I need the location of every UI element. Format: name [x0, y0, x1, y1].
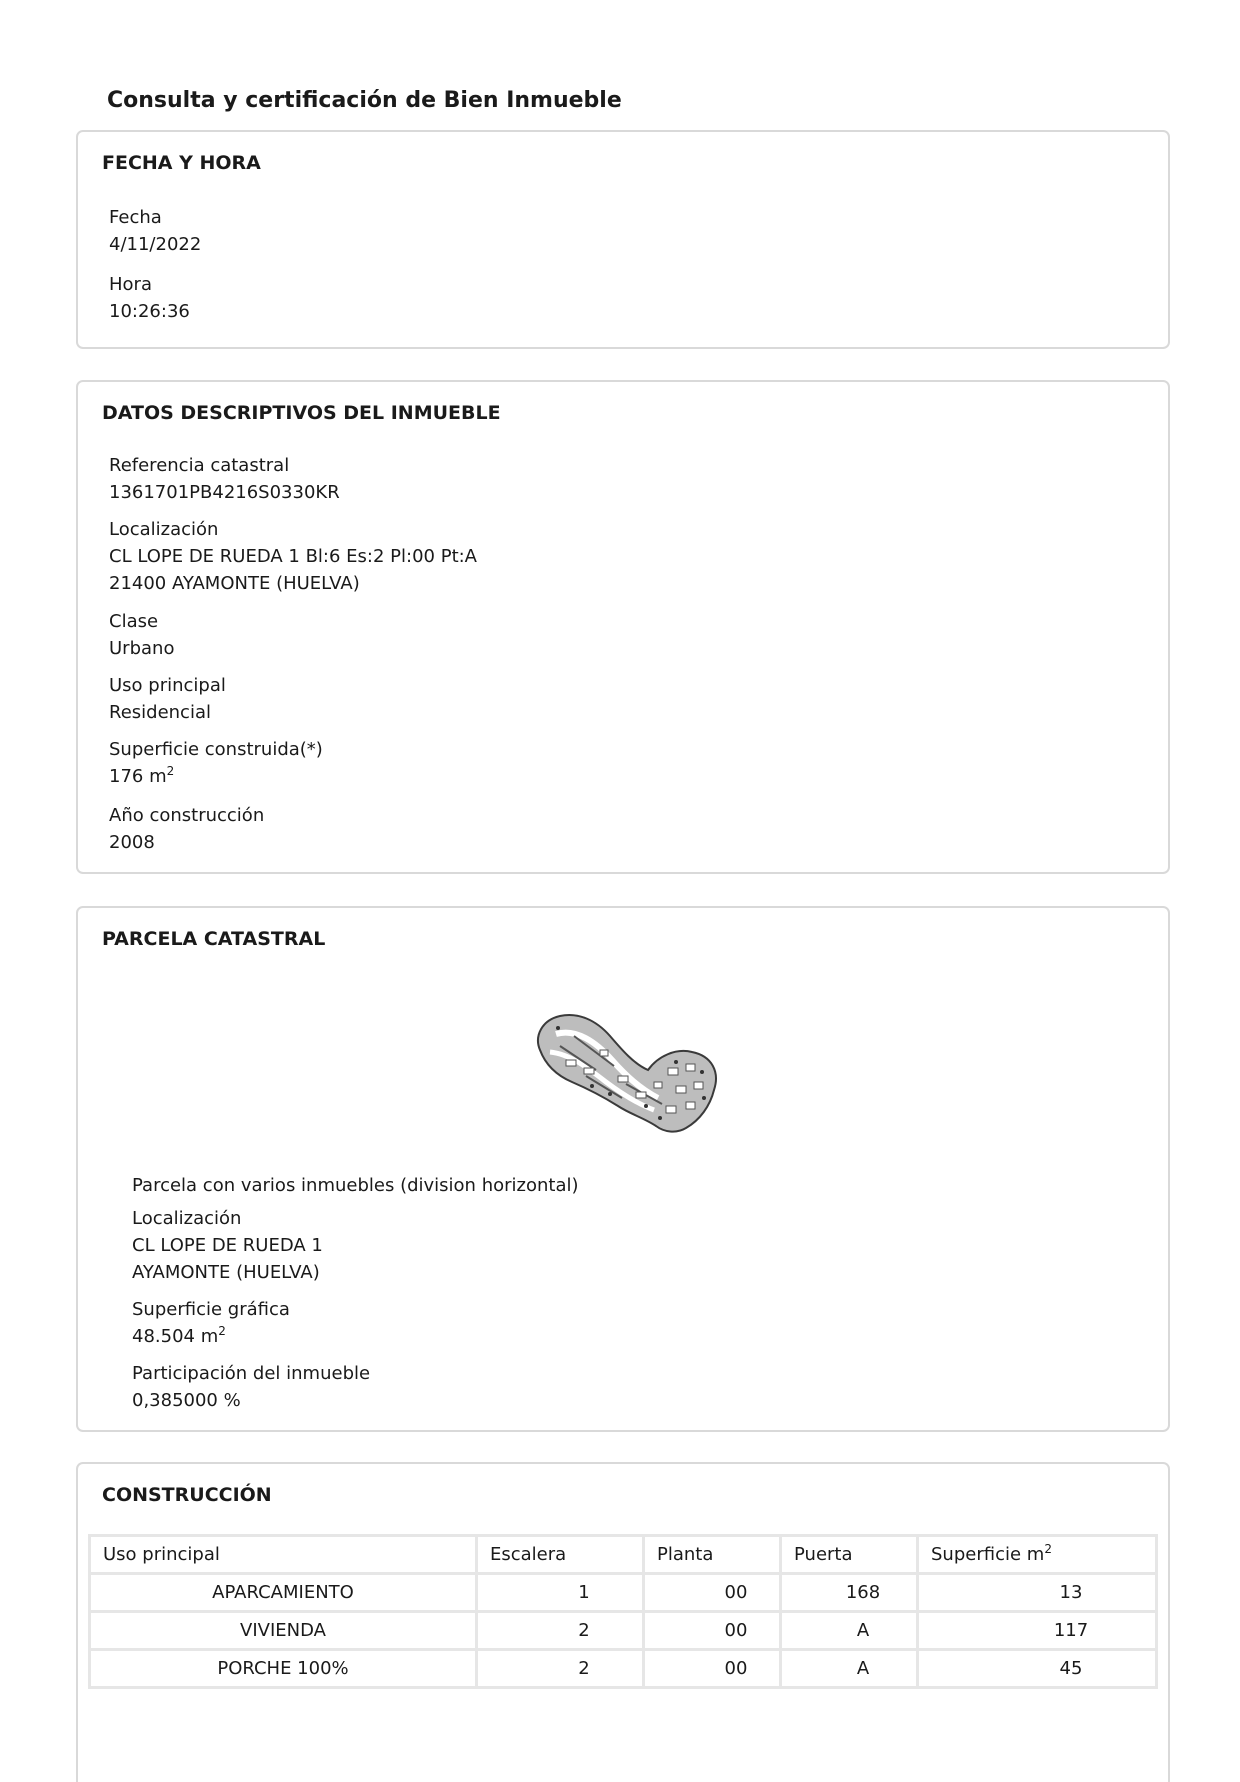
parcela-participacion-value: 0,385000 % — [132, 1390, 241, 1411]
hora-field — [109, 271, 190, 325]
cell-planta: 00 — [645, 1651, 779, 1686]
parcela-localizacion-label: Localización — [132, 1208, 242, 1229]
datos-descriptivos-panel — [76, 380, 1170, 874]
superficie-field — [109, 736, 323, 790]
table-row — [91, 1575, 1155, 1610]
col-puerta: Puerta — [782, 1537, 916, 1572]
parcela-heading: PARCELA CATASTRAL — [102, 928, 326, 950]
table-row — [91, 1651, 1155, 1686]
localizacion-line2: 21400 AYAMONTE (HUELVA) — [109, 573, 360, 594]
construccion-panel — [76, 1462, 1170, 1782]
parcela-localizacion-line1: CL LOPE DE RUEDA 1 — [132, 1235, 323, 1256]
cell-escalera: 1 — [478, 1575, 642, 1610]
cell-puerta: 168 — [782, 1575, 916, 1610]
parcel-map-image — [526, 1006, 726, 1136]
col-superficie: Superficie $m^2$ — [919, 1537, 1155, 1572]
superficie-value: 176 $m^2$ — [109, 764, 175, 787]
fecha-hora-panel — [76, 130, 1170, 349]
referencia-label: Referencia catastral — [109, 455, 290, 476]
localizacion-label: Localización — [109, 519, 219, 540]
anio-label: Año construcción — [109, 805, 265, 826]
cell-puerta: A — [782, 1613, 916, 1648]
superficie-label: Superficie construida(*) — [109, 739, 323, 760]
anio-field — [109, 802, 264, 856]
cell-planta: 00 — [645, 1613, 779, 1648]
uso-value: Residencial — [109, 702, 211, 723]
clase-label: Clase — [109, 611, 159, 632]
cell-uso: PORCHE 100% — [91, 1651, 475, 1686]
table-header-row — [91, 1537, 1155, 1572]
datos-heading: DATOS DESCRIPTIVOS DEL INMUEBLE — [102, 402, 501, 424]
cell-escalera: 2 — [478, 1651, 642, 1686]
hora-label: Hora — [109, 274, 152, 295]
col-escalera: Escalera — [478, 1537, 642, 1572]
uso-field — [109, 672, 226, 726]
col-uso-principal: Uso principal — [91, 1537, 475, 1572]
clase-value: Urbano — [109, 638, 175, 659]
localizacion-line1: CL LOPE DE RUEDA 1 Bl:6 Es:2 Pl:00 Pt:A — [109, 546, 477, 567]
fecha-label: Fecha — [109, 207, 162, 228]
cell-uso: APARCAMIENTO — [91, 1575, 475, 1610]
uso-label: Uso principal — [109, 675, 226, 696]
fecha-hora-heading: FECHA Y HORA — [102, 152, 261, 174]
cell-uso: VIVIENDA — [91, 1613, 475, 1648]
parcela-tipo-field — [132, 1172, 579, 1199]
hora-value: 10:26:36 — [109, 301, 190, 322]
cell-escalera: 2 — [478, 1613, 642, 1648]
parcela-tipo-value: Parcela con varios inmuebles (division horizontal) — [132, 1175, 579, 1196]
parcela-participacion-label: Participación del inmueble — [132, 1363, 371, 1384]
referencia-field — [109, 452, 340, 506]
col-planta: Planta — [645, 1537, 779, 1572]
parcela-localizacion-line2: AYAMONTE (HUELVA) — [132, 1262, 320, 1283]
parcela-superficie-label: Superficie gráfica — [132, 1299, 290, 1320]
parcela-participacion-field — [132, 1360, 370, 1414]
table-row — [91, 1613, 1155, 1648]
fecha-field — [109, 204, 201, 258]
construccion-table — [88, 1534, 1158, 1689]
anio-value: 2008 — [109, 832, 155, 853]
cell-superficie: 45 — [919, 1651, 1155, 1686]
fecha-value: 4/11/2022 — [109, 234, 202, 255]
page-title: Consulta y certificación de Bien Inmueble — [107, 88, 622, 113]
cell-puerta: A — [782, 1651, 916, 1686]
localizacion-field — [109, 516, 477, 597]
parcela-catastral-panel — [76, 906, 1170, 1432]
parcela-localizacion-field — [132, 1205, 323, 1286]
referencia-value: 1361701PB4216S0330KR — [109, 482, 340, 503]
cell-planta: 00 — [645, 1575, 779, 1610]
clase-field — [109, 608, 174, 662]
parcela-superficie-value: 48.504 $m^2$ — [132, 1324, 226, 1347]
parcela-superficie-field — [132, 1296, 290, 1350]
cell-superficie: 117 — [919, 1613, 1155, 1648]
construccion-heading: CONSTRUCCIÓN — [102, 1484, 272, 1506]
cell-superficie: 13 — [919, 1575, 1155, 1610]
